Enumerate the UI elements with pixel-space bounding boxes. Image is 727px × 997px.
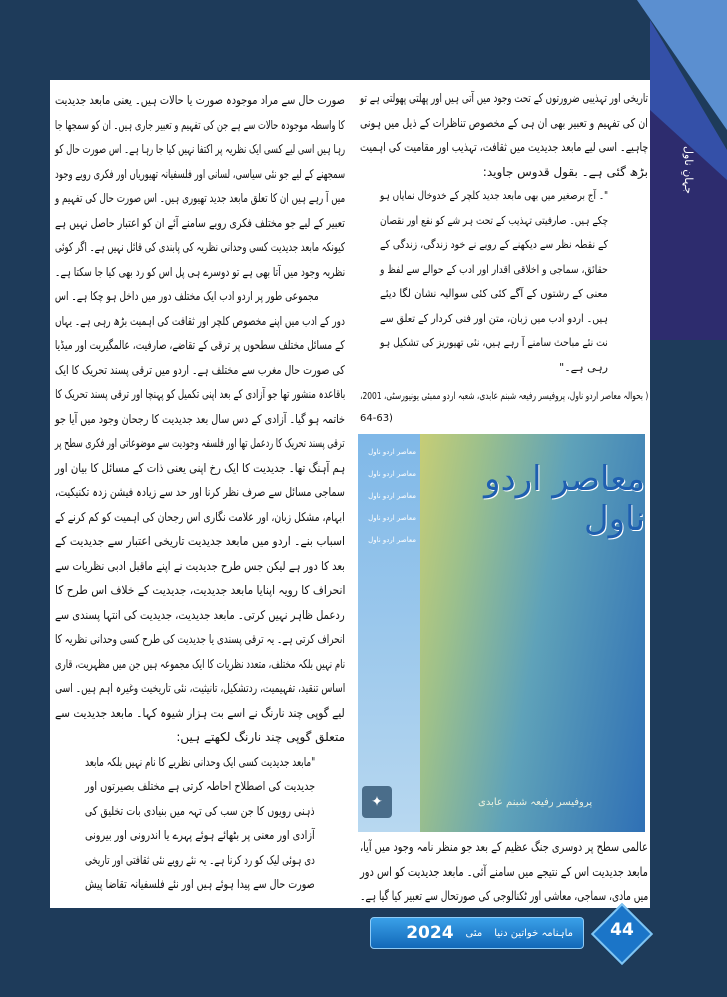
text-line	[55, 652, 345, 677]
text-line-content: میں آ رہے ہیں ان کا تعلق مابعد جدید تھیوری ہیں۔ اس صورت حال کی تفہیم و	[54, 191, 345, 205]
cover-title: معاصر اردو ناول	[484, 459, 645, 539]
cover-strip-text: معاصر اردو ناول	[368, 448, 416, 456]
text-line	[55, 186, 345, 211]
text-line-content: نظریہ وجود میں آتا بھی ہے تو دوسرے ہی پل اس کو رد بھی کیا جا سکتا ہے۔	[54, 264, 345, 279]
text-line	[55, 162, 345, 187]
footer-bar	[370, 917, 584, 949]
text-line	[360, 884, 648, 909]
text-line	[55, 578, 345, 603]
text-line-content: کیونکہ مابعد جدیدیت کسی وحدانی نظریہ کی پابندی کی قائل نہیں ہے۔ اگر کوئی	[55, 240, 345, 254]
text-line	[55, 627, 345, 652]
text-line-content: ہیں۔ اردو ادب میں زبان، متن اور فنی کردار کے تعلق سے	[380, 311, 608, 325]
text-line	[55, 799, 345, 824]
text-line	[55, 260, 345, 285]
text-line	[55, 211, 345, 236]
text-line-content: باقاعدہ منشور تھا جو آزادی کے بعد اپنی تکمیل کو پہنچا اور ترقی پسند تحریک کا	[54, 387, 345, 401]
text-line	[360, 209, 648, 234]
cover-strip-text: معاصر اردو ناول	[368, 492, 416, 500]
text-line-content: ردعمل ظاہر نہیں کرتی۔ مابعد جدیدیت، جدیدیت کی انتہا پسندی سے	[55, 607, 345, 622]
text-line	[55, 750, 345, 775]
text-line	[55, 480, 345, 505]
text-line-content: تاریخی اور تہذیبی ضرورتوں کے تحت وجود میں آتی ہیں اور پھلتی پھولتی ہے تو	[360, 91, 648, 105]
text-line-content: رہا ہیں اسی لیے کسی ایک نظریہ پر اکتفا نہیں کیا جا رہا ہے۔ اس صورت حال کو	[54, 142, 345, 156]
text-line-content: عالمی سطح پر دوسری جنگ عظیم کے بعد جو منظر نامہ وجود میں آیا،	[360, 839, 648, 854]
text-line-content: تعبیر کے لیے جو مختلف فکری رویے سامنے آئے ان کو اعتبار حاصل نہیں ہے	[55, 215, 345, 230]
text-line-content: اسباب بنے۔ اردو میں مابعد جدیدیت تاریخی اعتبار سے جدیدیت کے	[55, 534, 345, 548]
book-cover-image	[358, 434, 645, 832]
text-line-content: ان کی تفہیم و تعبیر بھی ان ہی کے مخصوص تناظرات کے ذیل میں ہونی	[360, 115, 648, 130]
text-line	[360, 356, 648, 381]
text-line	[360, 282, 648, 307]
citation-pages: 64-63)	[360, 413, 393, 424]
text-line-content: نام نہیں بلکہ مختلف، متعدد نظریات کا ایک مجموعہ ہیں جن میں مظہریت، قاری	[54, 656, 345, 671]
cover-strip-text: معاصر اردو ناول	[368, 514, 416, 522]
text-line-content: میں مادی، سماجی، معاشی اور ٹکنالوجی کی صورتحال سے تعبیر کیا گیا ہے۔	[359, 888, 648, 903]
text-line-content: نت نئے مباحث سامنے آ رہے ہیں، نئی تھیوریز کی تشکیل ہو	[380, 336, 608, 349]
text-line	[55, 431, 345, 456]
citation-text: ( بحوالہ معاصر اردو ناول، پروفیسر رفیعہ شبنم عابدی، شعبہ اردو ممبئی یونیورسٹی، 2001،	[359, 391, 648, 402]
text-line-content: حقائق، سماجی و اخلاقی اقدار اور ادب کے حوالے سے لفظ و	[380, 262, 608, 276]
text-line	[55, 358, 345, 383]
text-line-content: اساس تنقید، تفہیمیت، ردتشکیل، تانیثیت، نئی تاریخیت وغیرہ اہم ہیں۔ اسی	[54, 681, 345, 695]
text-line-content: معنی کے رشتوں کے آگے کئی کئی سوالیہ نشان لگا دیئے	[380, 287, 608, 300]
text-line-content: آزادی اور معنی پر بٹھائے ہوئے پہرے یا اندرونی اور بیرونی	[85, 828, 315, 842]
text-line-content: کا واسطہ موجودہ حالات سے ہے جن کی تفہیم و تعبیر جاری ہیں۔ ان کو سمجھا جا	[55, 117, 345, 132]
text-line-content: رہی ہے۔"	[559, 360, 608, 374]
text-line	[55, 701, 345, 726]
text-line	[360, 307, 648, 332]
text-line	[360, 160, 648, 185]
cover-strip	[358, 434, 420, 832]
citation	[360, 386, 648, 430]
text-line-content: بعد کا دور ہے لیکن جس طرح جدیدیت نے اپنے ماقبل ادبی نظریات سے	[55, 558, 345, 573]
text-line-content: ابہام، مشکل زبان، اور علامت نگاری اس رجحان کی اہمیت کو کم کرنے کے	[55, 509, 345, 524]
text-line	[55, 407, 345, 432]
text-line-content: جدیدیت کی اصطلاح احاطہ کرتی ہے مختلف بصیرتوں اور	[84, 779, 315, 793]
text-line-content: صورت حال سے پیدا ہوئے ہیں اور نئے فلسفیانہ تقاضا پیش	[85, 877, 315, 891]
text-line	[55, 235, 345, 260]
text-line	[360, 233, 648, 258]
text-line-content: چاہیے۔ اسی لیے مابعد جدیدیت میں ثقافت، تہذیب اور مقامیت کی اہمیت	[359, 140, 648, 154]
text-line-content: ہم آہنگ تھا۔ جدیدیت کا ایک رخ اپنی یعنی ذات کے مسائل کا بیان اور	[54, 460, 345, 475]
magazine-name: ماہنامہ خواتین دنیا	[494, 927, 573, 939]
text-line-content: مجموعی طور پر اردو ادب ایک مختلف دور میں داخل ہو چکا ہے۔ اس	[55, 289, 319, 303]
text-line-content: خاتمہ ہو گیا۔ آزادی کے دس سال بعد جدیدیت کا رجحان وجود میں آیا جو	[55, 411, 345, 426]
text-line-content: کی صورت حال مغرب سے مختلف ہے۔ اردو میں ترقی پسند تحریک کا ایک	[55, 362, 345, 377]
left-column	[55, 88, 345, 897]
text-line-content: صورت حال سے مراد موجودہ صورت یا حالات ہیں۔ یعنی مابعد جدیدیت	[55, 93, 345, 107]
text-line	[55, 456, 345, 481]
text-line	[55, 774, 345, 799]
text-line	[360, 86, 648, 111]
right-column-bottom	[360, 835, 648, 909]
cover-strip-text: معاصر اردو ناول	[368, 536, 416, 544]
text-line	[55, 505, 345, 530]
text-line	[360, 184, 648, 209]
text-line-content: انحراف کا رویہ اپنایا مابعد جدیدیت، جدیدیت کے خلاف اس طرح کا	[54, 583, 345, 597]
text-line-content: دور کے ادب میں اپنے مخصوص کلچر اور ثقافت کی اہمیت بڑھ رہی ہے۔ یہاں	[55, 313, 345, 328]
issue-year: 2024	[406, 923, 454, 943]
text-line	[55, 676, 345, 701]
issue-month: مئی	[465, 927, 483, 939]
text-line-content: ترقی پسند تحریک کا ردعمل تھا اور فلسفہ وجودیت سے موضوعاتی اور فکری سطح پر	[55, 436, 345, 450]
text-line	[360, 331, 648, 356]
text-line-content: کے نقطہ نظر سے دیکھنے کے رویے نے خود زندگی، زندگی کے	[380, 238, 608, 251]
citation-line-1	[360, 386, 648, 408]
text-line	[360, 111, 648, 136]
text-line-content: لیے گوپی چند نارنگ نے اسے بت ہزار شیوہ کہا۔ مابعد جدیدیت سے	[55, 705, 345, 720]
right-column-top	[360, 86, 648, 380]
cover-author: پروفیسر رفیعہ شبنم عابدی	[478, 797, 593, 808]
text-line	[55, 309, 345, 334]
page-number: 44	[610, 920, 634, 940]
text-line-content: کے مسائل مختلف سطحوں پر ترقی کے تقاضے، صارفیت، عالمگیریت اور میڈیا	[55, 338, 345, 352]
text-line-content: سمجھنے کے لیے جو نئی سیاسی، لسانی اور فلسفیانہ تھیوریاں اور فکری رویے وجود	[54, 166, 345, 181]
text-line	[360, 835, 648, 860]
text-line	[55, 333, 345, 358]
text-line-content: انحراف کرتی ہے۔ یہ ترقی پسندی یا جدیدیت کی طرح کسی وحدانی نظریہ کا	[55, 632, 345, 646]
section-label: جہانِ ناول	[682, 146, 695, 194]
text-line-content: متعلق گوپی چند نارنگ لکھتے ہیں:	[176, 730, 345, 744]
text-line	[55, 554, 345, 579]
text-line-content: بڑھ گئی ہے۔ بقول قدوس جاوید:	[482, 164, 648, 179]
text-line-content: چکے ہیں۔ صارفیتی تہذیب کے تحت ہر شے کو نفع اور نقصان	[379, 213, 608, 227]
cover-strip-text: معاصر اردو ناول	[368, 470, 416, 478]
university-logo-icon: ✦	[362, 786, 392, 818]
text-line	[55, 284, 345, 309]
text-line-content: سماجی مسائل سے صرف نظر کرنا اور حد سے زیادہ فیشن زدہ تکنیکیت،	[55, 485, 345, 499]
text-line	[55, 725, 345, 750]
text-line-content: "۔ آج برصغیر میں بھی مابعد جدید کلچر کے خدوخال نمایاں ہو	[379, 189, 608, 202]
text-line	[360, 135, 648, 160]
text-line-content: "مابعد جدیدیت کسی ایک وحدانی نظریے کا نام نہیں بلکہ مابعد	[84, 754, 315, 769]
text-line	[55, 603, 345, 628]
text-line	[55, 529, 345, 554]
text-line	[360, 860, 648, 885]
text-line-content: دی ہوئی لیک کو رد کرنا ہے۔ یہ نئے رویے نئی ثقافتی اور تاریخی	[85, 852, 315, 867]
text-line-content: مابعد جدیدیت اس کے نتیجے میں سامنے آئی۔ مابعد جدیدیت کو اس دور	[360, 863, 648, 879]
text-line	[360, 258, 648, 283]
text-line-content: ذہنی رویوں کا جن سب کی تہہ میں بنیادی بات تخلیق کی	[85, 803, 315, 818]
